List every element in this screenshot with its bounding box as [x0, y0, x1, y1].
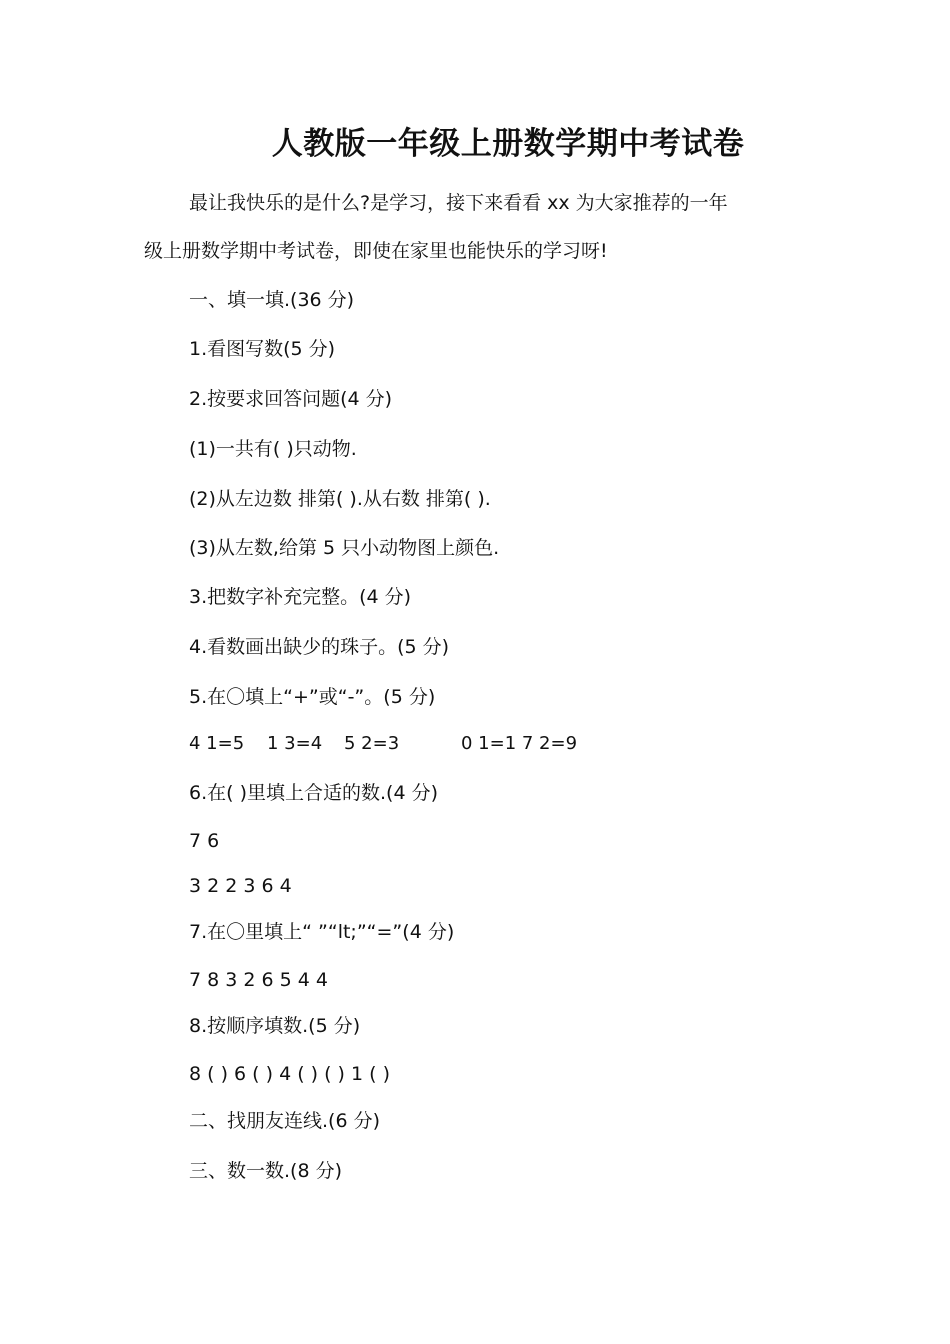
question-8-row: 8 ( ) 6 ( ) 4 ( ) ( ) 1 ( ): [189, 1063, 390, 1085]
equation-4: 0 1=1 7 2=9: [461, 733, 578, 754]
equation-2: 1 3=4: [267, 733, 323, 754]
question-6-row-1: 7 6: [189, 830, 220, 852]
section-2-heading: 二、找朋友连线.(6 分): [189, 1110, 380, 1132]
question-2-part-2: (2)从左边数 排第( ).从右数 排第( ).: [189, 488, 491, 510]
section-1-heading: 一、填一填.(36 分): [189, 289, 355, 311]
equation-1: 4 1=5: [189, 733, 245, 754]
question-7: 7.在〇里填上“ ”“lt;”“=”(4 分): [189, 921, 455, 943]
question-6: 6.在( )里填上合适的数.(4 分): [189, 782, 438, 804]
question-6-row-2: 3 2 2 3 6 4: [189, 875, 292, 897]
question-2-part-1: (1)一共有( )只动物.: [189, 438, 357, 460]
question-5: 5.在〇填上“+”或“-”。(5 分): [189, 686, 436, 708]
question-3: 3.把数字补充完整。(4 分): [189, 586, 412, 608]
section-3-heading: 三、数一数.(8 分): [189, 1160, 342, 1182]
question-2: 2.按要求回答问题(4 分): [189, 388, 393, 410]
intro-line-2: 级上册数学期中考试卷，即使在家里也能快乐的学习呀!: [144, 240, 608, 262]
question-8: 8.按顺序填数.(5 分): [189, 1015, 361, 1037]
question-2-part-3: (3)从左数,给第 5 只小动物图上颜色.: [189, 537, 500, 559]
question-7-row: 7 8 3 2 6 5 4 4: [189, 969, 328, 991]
question-4: 4.看数画出缺少的珠子。(5 分): [189, 636, 450, 658]
document-title: 人教版一年级上册数学期中考试卷: [271, 126, 745, 162]
question-1: 1.看图写数(5 分): [189, 338, 336, 360]
equation-3: 5 2=3: [344, 733, 400, 754]
intro-line-1: 最让我快乐的是什么?是学习，接下来看看 xx 为大家推荐的一年: [189, 192, 728, 214]
